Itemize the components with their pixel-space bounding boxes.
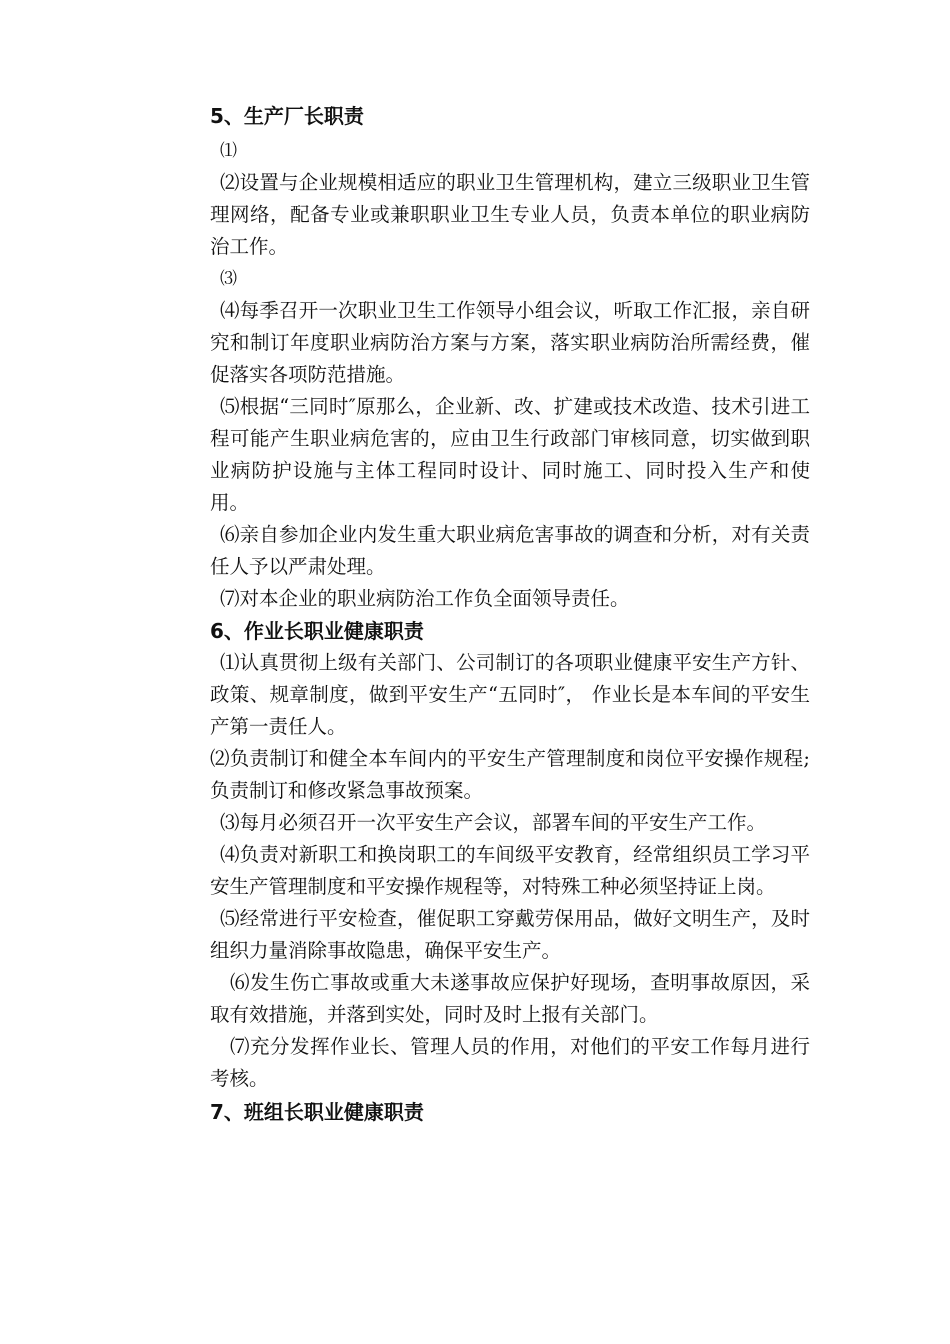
paragraph-5-1: ⑴: [220, 141, 237, 161]
paragraph-6-6: ⑹发生伤亡事故或重大未遂事故应保护好现场，查明事故原因，采取有效措施，并落到实处，同时及时上报有关部门。: [210, 971, 810, 1026]
paragraph-5-7: ⑺对本企业的职业病防治工作负全面领导责任。: [220, 587, 630, 610]
paragraph-6-7: ⑺充分发挥作业长、管理人员的作用，对他们的平安工作每月进行考核。: [210, 1035, 810, 1090]
paragraph-6-2: ⑵负责制订和健全本车间内的平安生产管理制度和岗位平安操作规程;负责制订和修改紧急事故预案。: [210, 747, 810, 802]
paragraph-5-2: ⑵设置与企业规模相适应的职业卫生管理机构，建立三级职业卫生管理网络，配备专业或兼职职业卫生专业人员，负责本单位的职业病防治工作。: [210, 171, 810, 258]
paragraph-6-3: ⑶每月必须召开一次平安生产会议，部署车间的平安生产工作。: [220, 811, 767, 834]
section-heading-6: 6、作业长职业健康职责: [210, 619, 424, 643]
document-page: [210, 96, 810, 1128]
paragraph-5-3: ⑶: [220, 269, 237, 289]
paragraph-6-1: ⑴认真贯彻上级有关部门、公司制订的各项职业健康平安生产方针、政策、规章制度，做到平安生产“五同时″， 作业长是本车间的平安生产第一责任人。: [210, 651, 810, 738]
paragraph-5-5: ⑸根据“三同时″原那么，企业新、改、扩建或技术改造、技术引进工程可能产生职业病危害的，应由卫生行政部门审核同意，切实做到职业病防护设施与主体工程同时设计、同时施工、同时投入生产和使用。: [210, 395, 810, 514]
paragraph-6-4: ⑷负责对新职工和换岗职工的车间级平安教育，经常组织员工学习平安生产管理制度和平安操作规程等，对特殊工种必须坚持证上岗。: [210, 843, 810, 898]
paragraph-6-5: ⑸经常进行平安检查，催促职工穿戴劳保用品，做好文明生产，及时组织力量消除事故隐患，确保平安生产。: [210, 907, 810, 962]
paragraph-5-4: ⑷每季召开一次职业卫生工作领导小组会议，听取工作汇报，亲自研究和制订年度职业病防治方案与方案，落实职业病防治所需经费，催促落实各项防范措施。: [210, 299, 810, 386]
section-heading-5: 5、生产厂长职责: [210, 104, 364, 128]
paragraph-5-6: ⑹亲自参加企业内发生重大职业病危害事故的调查和分析，对有关责任人予以严肃处理。: [210, 523, 810, 578]
section-heading-7: 7、班组长职业健康职责: [210, 1100, 424, 1124]
